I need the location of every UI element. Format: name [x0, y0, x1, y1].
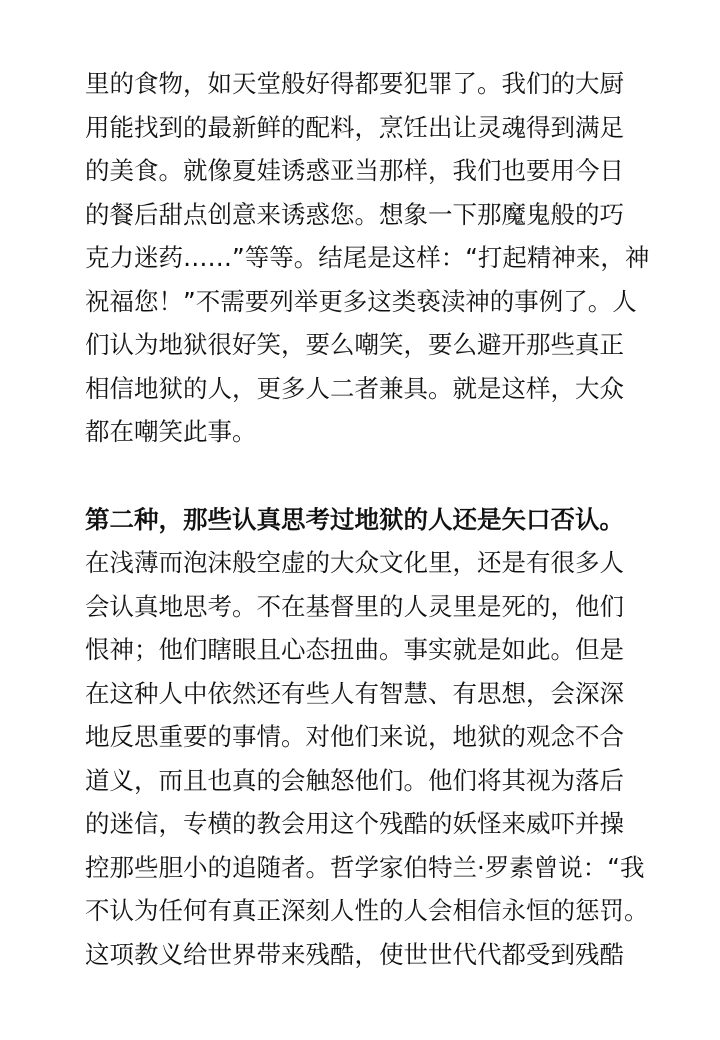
section-heading: 第二种，那些认真思考过地狱的人还是矢口否认。	[85, 504, 624, 534]
paragraph-2	[85, 541, 685, 976]
text-line: 在这种人中依然还有些人有智慧、有思想，会深深	[85, 678, 624, 708]
text-line: 这项教义给世界带来残酷，使世世代代都受到残酷	[85, 939, 624, 969]
text-line: 会认真地思考。不在基督里的人灵里是死的，他们	[85, 591, 624, 621]
text-line: 的餐后甜点创意来诱惑您。想象一下那魔鬼般的巧	[85, 199, 624, 229]
text-line: 克力迷药……”等等。结尾是这样：“打起精神来，神	[85, 243, 650, 272]
text-line: 用能找到的最新鲜的配料，烹饪出让灵魂得到满足	[85, 112, 624, 142]
text-line: 不认为任何有真正深刻人性的人会相信永恒的惩罚。	[85, 896, 649, 925]
text-line: 恨神；他们瞎眼且心态扭曲。事实就是如此。但是	[85, 635, 624, 664]
text-line: 们认为地狱很好笑，要么嘲笑，要么避开那些真正	[85, 330, 624, 359]
text-line: 都在嘲笑此事。	[85, 417, 257, 446]
text-line: 地反思重要的事情。对他们来说，地狱的观念不合	[85, 722, 624, 751]
paragraph-gap	[85, 454, 685, 498]
text-line: 相信地狱的人，更多人二者兼具。就是这样，大众	[85, 373, 624, 403]
text-line: 道义，而且也真的会触怒他们。他们将其视为落后	[85, 765, 624, 795]
document-page	[85, 62, 685, 976]
paragraph-1	[85, 62, 685, 454]
text-line: 的迷信，专横的教会用这个残酷的妖怪来威吓并操	[85, 809, 624, 838]
text-line: 祝福您！”不需要列举更多这类亵渎神的事例了。人	[85, 286, 637, 316]
text-line: 的美食。就像夏娃诱惑亚当那样，我们也要用今日	[85, 156, 624, 185]
text-line: 控那些胆小的追随者。哲学家伯特兰·罗素曾说：“我	[85, 852, 645, 882]
text-line: 里的食物，如天堂般好得都要犯罪了。我们的大厨	[85, 69, 624, 98]
text-line: 在浅薄而泡沫般空虚的大众文化里，还是有很多人	[85, 548, 624, 577]
